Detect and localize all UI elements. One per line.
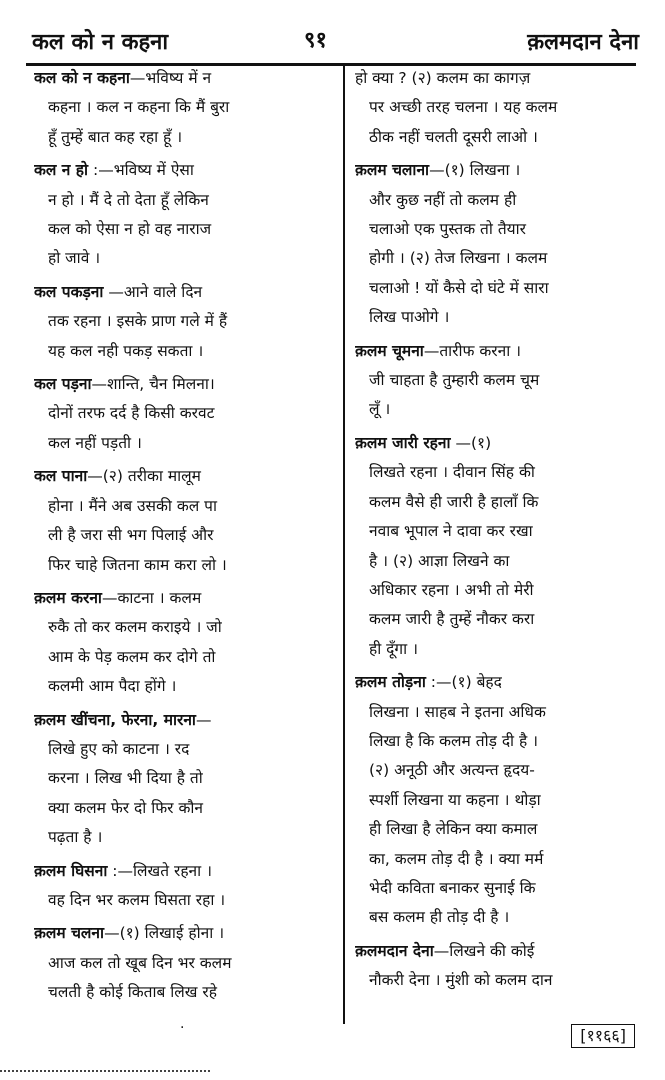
dictionary-entry <box>34 584 334 702</box>
entry-text: ली है जरा सी भग पिलाई और <box>48 526 214 545</box>
entry-text: —(१) <box>450 433 492 452</box>
entry-text: लिखा है कि कलम तोड़ दी है । <box>369 731 539 750</box>
entry-text: और कुछ नहीं तो कलम ही <box>369 190 517 209</box>
entry-text: क्या कलम फेर दो फिर कौन <box>48 798 203 817</box>
entry-line <box>34 215 334 244</box>
running-head-left: कल को न कहना <box>32 30 169 55</box>
entry-line <box>355 668 651 697</box>
entry-text: होगी । (२) तेज लिखना । कलम <box>369 249 548 268</box>
entry-line <box>355 698 651 727</box>
entry-text: —भविष्य में न <box>129 69 212 87</box>
entry-line <box>355 429 651 458</box>
entry-text: :—लिखते रहना । <box>107 861 212 880</box>
entry-line <box>355 727 651 756</box>
dictionary-entry <box>34 64 334 152</box>
entry-line <box>355 517 651 546</box>
entry-headword: क़लमदान देना <box>355 941 434 960</box>
entry-line <box>34 857 334 886</box>
entry-line <box>34 764 334 793</box>
dictionary-entry <box>355 668 651 933</box>
entry-line <box>355 605 651 634</box>
entry-line <box>355 93 651 122</box>
entry-line <box>355 395 651 424</box>
entry-headword: कल पाना <box>34 467 88 486</box>
entry-line <box>355 186 651 215</box>
dictionary-entry <box>355 156 651 332</box>
entry-line <box>355 156 651 185</box>
entry-line <box>34 584 334 613</box>
page-number: ९१ <box>304 28 327 53</box>
entry-text: —तारीफ करना । <box>423 341 522 360</box>
entry-line <box>355 366 651 395</box>
entry-headword: कल को न कहना <box>34 69 130 87</box>
entry-line <box>34 186 334 215</box>
entry-text: (२) अनूठी और अत्यन्त हृदय- <box>369 761 535 780</box>
entry-line <box>34 307 334 336</box>
entry-line <box>34 978 334 1007</box>
entry-line <box>34 278 334 307</box>
entry-line <box>355 966 651 995</box>
dictionary-entry <box>34 919 334 1007</box>
entry-text: — <box>195 710 212 729</box>
entry-text: होना । मैंने अब उसकी कल पा <box>48 496 217 515</box>
entry-text: ही दूँगा । <box>369 639 418 658</box>
entry-line <box>34 919 334 948</box>
entry-text: कल को ऐसा न हो वह नाराज <box>48 220 212 239</box>
dictionary-entry <box>34 278 334 366</box>
entry-text: —(२) तरीका मालूम <box>87 467 201 486</box>
torn-edge <box>0 1070 210 1075</box>
entry-line <box>34 462 334 491</box>
dictionary-entry <box>355 64 651 152</box>
entry-line <box>355 903 651 932</box>
entry-text: जी चाहता है तुम्हारी कलम चूम <box>369 371 540 390</box>
entry-headword: क़लम चूमना <box>355 341 424 360</box>
dictionary-entry <box>34 156 334 274</box>
entry-line <box>355 815 651 844</box>
entry-line <box>355 64 651 93</box>
entry-line <box>34 794 334 823</box>
entry-text: हो क्या ? (२) कलम का कागज़ <box>355 69 531 87</box>
entry-text: का, कलम तोड़ दी है । क्या मर्म <box>369 849 544 868</box>
entry-line <box>355 215 651 244</box>
entry-text: भेदी कविता बनाकर सुनाई कि <box>369 878 536 897</box>
entry-text: यह कल नही पकड़ सकता । <box>48 341 204 360</box>
right-column <box>355 64 651 1024</box>
entry-line <box>34 337 334 366</box>
dictionary-entry <box>34 462 334 580</box>
entry-text: :—भविष्य में ऐसा <box>88 161 194 180</box>
entry-text: है । (२) आज्ञा लिखने का <box>369 551 510 570</box>
entry-text: रुकै तो कर कलम कराइये । जो <box>48 618 222 637</box>
entry-line <box>355 786 651 815</box>
entry-text: आम के पेड़ कलम कर दोगे तो <box>48 647 216 666</box>
entry-text: दोनों तरफ दर्द है किसी करवट <box>48 404 215 423</box>
entry-text: लिखते रहना । दीवान सिंह की <box>369 463 535 482</box>
entry-text: ठीक नहीं चलती दूसरी लाओ । <box>369 127 538 146</box>
entry-text: आज कल तो खूब दिन भर कलम <box>48 953 232 972</box>
entry-text: न हो । मैं दे तो देता हूँ लेकिन <box>48 190 209 209</box>
entry-line <box>355 756 651 785</box>
entry-headword: कल पकड़ना <box>34 282 104 301</box>
entry-text: ही लिखा है लेकिन क्या कमाल <box>369 820 538 839</box>
entry-text: कल नहीं पड़ती । <box>48 433 142 452</box>
dictionary-entry <box>34 706 334 853</box>
entry-text: कहना । कल न कहना कि मैं बुरा <box>48 98 230 117</box>
entry-text: हूँ तुम्हें बात कह रहा हूँ । <box>48 127 183 146</box>
entry-line <box>34 735 334 764</box>
entry-line <box>355 274 651 303</box>
dictionary-entry <box>355 429 651 664</box>
entry-line <box>34 551 334 580</box>
entry-text: :—(१) बेहद <box>425 673 502 692</box>
dictionary-entry <box>355 937 651 996</box>
entry-line <box>34 706 334 735</box>
entry-line <box>34 370 334 399</box>
entry-text: —काटना । कलम <box>101 588 202 607</box>
entry-line <box>34 492 334 521</box>
entry-text: कलम वैसे ही जारी है हालाँ कि <box>369 492 539 511</box>
entry-line <box>34 613 334 642</box>
entry-headword: क़लम खींचना, फेरना, मारना <box>34 710 196 729</box>
entry-text: कलमी आम पैदा होंगे । <box>48 677 177 696</box>
entry-line <box>355 458 651 487</box>
entry-line <box>34 156 334 185</box>
entry-text: अधिकार रहना । अभी तो मेरी <box>369 580 534 599</box>
entry-line <box>355 874 651 903</box>
entry-text: नवाब भूपाल ने दावा कर रखा <box>369 522 533 541</box>
entry-line <box>355 937 651 966</box>
entry-line <box>34 886 334 915</box>
dictionary-entry <box>34 857 334 916</box>
entry-line <box>355 547 651 576</box>
entry-line <box>34 64 334 93</box>
left-column <box>34 64 334 1024</box>
entry-text: वह दिन भर कलम घिसता रहा । <box>48 890 226 909</box>
entry-headword: क़लम तोड़ना <box>355 673 426 692</box>
entry-line <box>34 823 334 852</box>
entry-text: —(१) लिखना । <box>429 161 521 180</box>
signature-mark: [११६६] <box>571 1024 635 1048</box>
entry-text: नौकरी देना । मुंशी को कलम दान <box>369 971 553 990</box>
entry-line <box>34 244 334 273</box>
entry-line <box>355 337 651 366</box>
entry-headword: कल पड़ना <box>34 375 92 394</box>
entry-line <box>355 303 651 332</box>
entry-line <box>355 244 651 273</box>
entry-text: —लिखने की कोई <box>433 941 535 960</box>
entry-line <box>34 123 334 152</box>
entry-line <box>34 949 334 978</box>
entry-line <box>355 576 651 605</box>
page-header <box>0 0 665 66</box>
entry-headword: क़लम चलाना <box>355 161 430 180</box>
entry-text: —आने वाले दिन <box>103 282 203 301</box>
entry-text: चलाओ एक पुस्तक तो तैयार <box>369 220 527 239</box>
entry-text: लिखना । साहब ने इतना अधिक <box>369 702 546 721</box>
entry-text: पढ़ता है । <box>48 828 103 847</box>
column-divider <box>343 64 345 1024</box>
running-head-right: क़लमदान देना <box>527 30 639 55</box>
entry-text: हो जावे । <box>48 249 101 268</box>
entry-headword: क़लम घिसना <box>34 861 108 880</box>
entry-text: फिर चाहे जितना काम करा लो । <box>48 555 227 574</box>
entry-text: स्पर्शी लिखना या कहना । थोड़ा <box>369 790 541 809</box>
entry-line <box>34 521 334 550</box>
entry-text: चलती है कोई किताब लिख रहे <box>48 983 217 1002</box>
entry-text: करना । लिख भी दिया है तो <box>48 769 203 788</box>
entry-line <box>34 672 334 701</box>
dictionary-entry <box>355 337 651 425</box>
entry-headword: क़लम चलना <box>34 924 105 943</box>
entry-text: बस कलम ही तोड़ दी है । <box>369 908 510 927</box>
entry-line <box>355 488 651 517</box>
entry-text: पर अच्छी तरह चलना । यह कलम <box>369 98 558 117</box>
entry-text: लिख पाओगे । <box>369 308 450 327</box>
entry-line <box>34 429 334 458</box>
stray-mark: · <box>180 1020 185 1036</box>
entry-text: लिखे हुए को काटना । रद <box>48 739 190 758</box>
dictionary-entry <box>34 370 334 458</box>
entry-text: तक रहना । इसके प्राण गले में हैं <box>48 312 228 331</box>
entry-headword: कल न हो <box>34 161 89 180</box>
entry-line <box>355 845 651 874</box>
entry-text: लूँ । <box>369 400 391 419</box>
entry-text: चलाओ ! यों कैसे दो घंटे में सारा <box>369 278 549 297</box>
entry-line <box>34 399 334 428</box>
entry-line <box>34 93 334 122</box>
entry-text: कलम जारी है तुम्हें नौकर करा <box>369 610 535 629</box>
entry-headword: क़लम करना <box>34 588 102 607</box>
entry-line <box>355 635 651 664</box>
entry-text: —(१) लिखाई होना । <box>104 924 225 943</box>
entry-line <box>355 123 651 152</box>
entry-text: —शान्ति, चैन मिलना। <box>91 375 215 394</box>
entry-headword: क़लम जारी रहना <box>355 433 451 452</box>
entry-line <box>34 643 334 672</box>
